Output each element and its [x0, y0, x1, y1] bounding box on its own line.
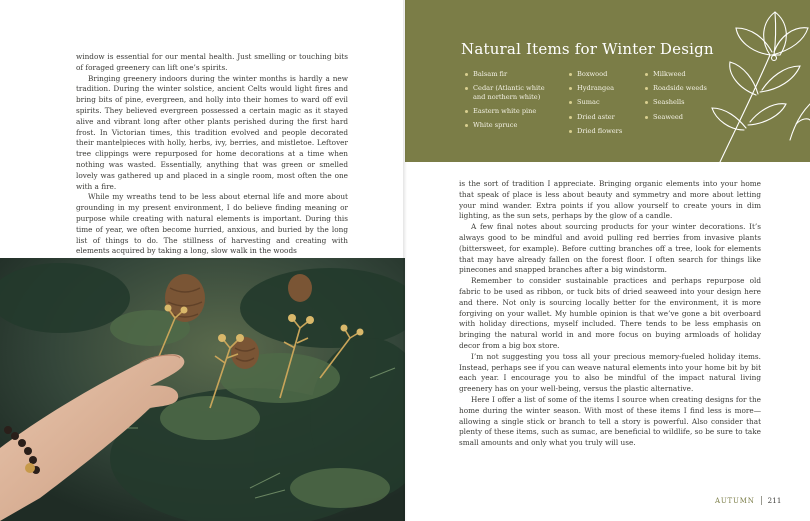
wreath-photo-icon	[0, 258, 405, 521]
sidebar-list-column-2	[568, 70, 640, 141]
flower-line-art-icon	[700, 0, 810, 162]
list-item: Dried flowers	[568, 127, 640, 136]
paragraph: I’m not suggesting you toss all your precious memory-fueled holiday items. Instead, perhaps see if you can weave natural elements into your home bit by bit each year. I encourage you to also be mindful of the impact natural living greenery has on your well-being, versus the plastic alternative.	[459, 351, 761, 394]
list-item: Cedar (Atlantic white and northern white)	[464, 84, 550, 101]
paragraph: A few final notes about sourcing products for your winter decorations. It’s always good to be mindful and avoid pulling red berries from invasive plants (bittersweet, for example). Before cutting branches off a tree, look for elements that may have already fallen on the forest floor. I often search for things like pinecones and snapped branches after a big windstorm.	[459, 222, 761, 275]
list-item: Eastern white pine	[464, 107, 550, 116]
paragraph: Here I offer a list of some of the items I source when creating designs for the home during the winter season. With most of these items I find less is more—allowing a single stick or branch to tell a story is powerful. Also consider that plenty of these items, such as sumac, are beneficial to wildlife, so be sure to take small amounts and only what you truly will use.	[459, 394, 761, 448]
list-item: Balsam fir	[464, 70, 550, 79]
list-item: Dried aster	[568, 113, 640, 122]
left-body-text	[76, 52, 348, 257]
page-footer	[715, 496, 782, 505]
right-body-text	[459, 179, 761, 449]
list-item: Hydrangea	[568, 84, 640, 93]
list-item: Roadside weeds	[644, 84, 714, 93]
sidebar-list-column-1	[464, 70, 550, 135]
sidebar-box	[405, 0, 810, 162]
list-item: Seashells	[644, 98, 714, 107]
paragraph: Remember to consider sustainable practices and perhaps repurpose old fabric to be used as ribbon, or tuck bits of dried seaweed into your design here and there. Not only is sourcing locally better for the environment, it is more forgiving on your wallet. My humble opinion is that we’ve gone a bit overboard with holiday directions, myself included. There tends to be less emphasis on bringing the natural world in and more focus on buying armloads of holiday decor from a big box store.	[459, 276, 761, 350]
paragraph: is the sort of tradition I appreciate. Bringing organic elements into your home that speak of place is less about beauty and symmetry and more about letting your mind wander. Extra points if you allow yourself to create yours in dim lighting, as the sun sets, perhaps by the glow of a candle.	[459, 179, 761, 221]
gutter	[403, 0, 407, 521]
list-item: Milkweed	[644, 70, 714, 79]
sidebar-title: Natural Items for Winter Design	[461, 40, 714, 58]
paragraph: window is essential for our mental health. Just smelling or touching bits of foraged greenery can lift one’s spirits.	[76, 52, 348, 72]
page-number: 211	[767, 497, 782, 505]
section-label: AUTUMN	[715, 497, 755, 505]
footer-divider	[761, 496, 762, 505]
list-item: Sumac	[568, 98, 640, 107]
list-item: White spruce	[464, 121, 550, 130]
list-item: Boxwood	[568, 70, 640, 79]
list-item: Seaweed	[644, 113, 714, 122]
paragraph: Bringing greenery indoors during the winter months is hardly a new tradition. During the winter solstice, ancient Celts would light fires and bring bits of pine, evergreen, and holly into their homes to ward off evil spirits. They believed evergreen possessed a certain magic as it stayed alive and vibrant long after other plants perished during the first hard frost. In Victorian times, this tradition evolved and people decorated their mantelpieces with holly, herbs, ivy, berries, and mistletoe. Leftover tree clippings were repurposed for home decorations at a time when nothing was wasted. Essentially, anything that was green or smelled lovely was gathered up and placed in a single room, most often the one with a fire.	[76, 73, 348, 191]
paragraph: While my wreaths tend to be less about eternal life and more about grounding in my present environment, I do believe finding meaning or purpose while creating with natural elements is important. During this time of year, we often become hurried, anxious, and buried by the long list of things to do. The stillness of harvesting and creating with elements acquired by taking a long, slow walk in the woods	[76, 192, 348, 256]
